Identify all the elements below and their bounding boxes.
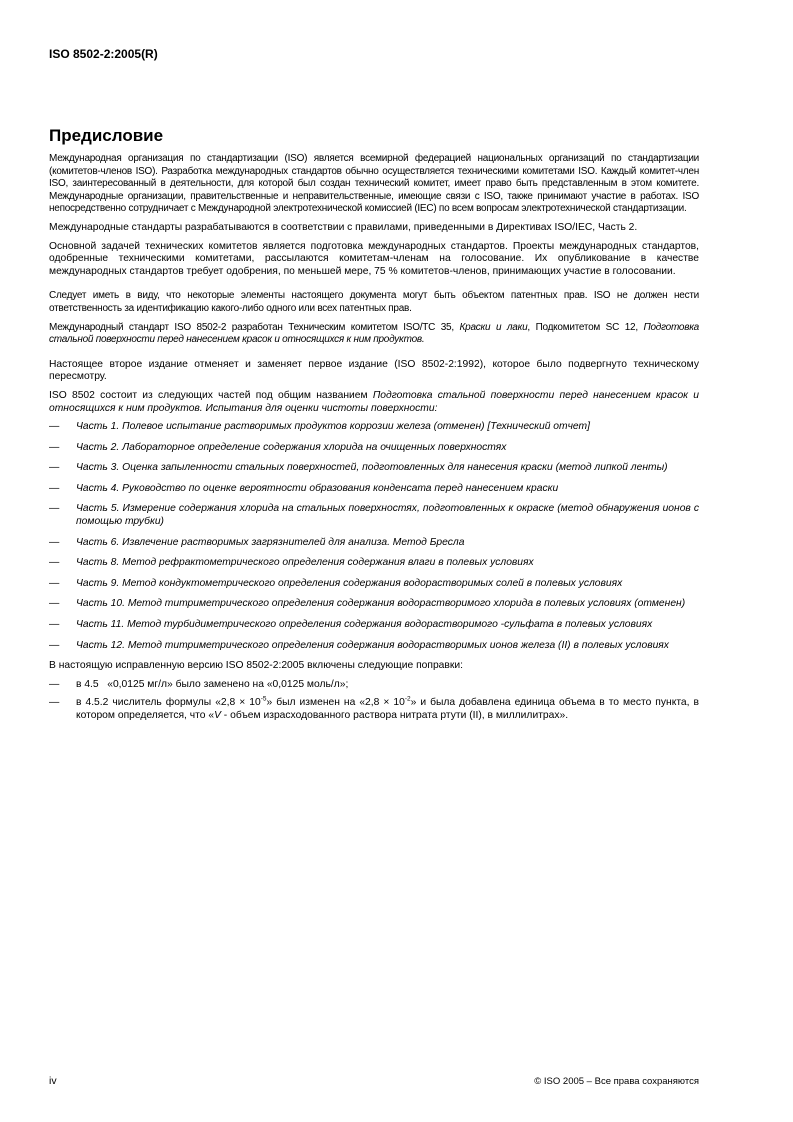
amendment-text-part: - объем израсходованного раствора нитрата ртути (II), в миллилитрах». [220,710,569,721]
list-dash: — [49,678,60,690]
amendment-text-part: » и была добавлена единица объема в то место пункта, в котором определяется, что « [76,697,699,721]
list-dash: — [49,619,60,631]
paragraph-prepared-by [49,322,699,347]
page-title: Предисловие [49,126,164,145]
copyright-notice: © ISO 2005 – Все права сохраняются [534,1076,699,1087]
paragraph-edition: Настоящее второе издание отменяет и заменяет первое издание (ISO 8502-2:1992), которое было подвергнуто техническому пересмотру. [49,358,699,383]
part-title: Часть 4. Руководство по оценке вероятности образования конденсата перед нанесением краски [76,482,559,494]
list-item [49,442,699,455]
parts-list [49,421,699,652]
list-item [49,462,699,475]
list-item [49,421,699,434]
list-item [49,578,699,591]
parts-intro-text: ISO 8502 состоит из следующих частей под общим названием [49,389,373,401]
subcommittee-title: Подготовка стальной поверхности перед нанесением красок и относящихся к ним продуктов. [49,321,699,346]
list-dash: — [49,421,60,433]
amendment-text: в 4.5 «0,0125 мг/л» было заменено на «0,0125 моль/л»; [76,678,349,690]
paragraph-parts-intro [49,390,699,415]
foreword-body [49,153,699,729]
paragraph-patents: Следует иметь в виду, что некоторые элементы настоящего документа могут быть объектом патентных прав. ISO не должен нести ответственность за идентификацию какого-либо одного или всех патентных прав. [49,290,699,314]
paragraph-amendments-intro: В настоящую исправленную версию ISO 8502-2:2005 включены следующие поправки: [49,660,463,672]
list-dash: — [49,577,60,589]
amendment-text-part: в 4.5.2 числитель формулы «2,8 × 10 [76,697,261,709]
list-item [49,537,699,550]
part-title: Часть 3. Оценка запыленности стальных поверхностей, подготовленных для нанесения краски (метод липкой ленты) [76,462,668,474]
list-dash: — [49,482,60,494]
part-title: Часть 12. Метод титриметрического определения содержания водорастворимых ионов железа (II) в полевых условиях [76,639,669,651]
part-title: Часть 11. Метод турбидиметрического определения содержания водорастворимого -сульфата в полевых условиях [76,619,653,631]
part-title: Часть 8. Метод рефрактометрического определения содержания влаги в полевых условиях [76,557,534,569]
part-title: Часть 5. Измерение содержания хлорида на стальных поверхностях, подготовленных к окраске (метод обнаружения ионов с помощью трубки) [76,503,699,528]
page-number: iv [49,1075,57,1087]
amendment-item [49,679,699,692]
list-dash: — [49,536,60,548]
part-title: Часть 2. Лабораторное определение содержания хлорида на очищенных поверхностях [76,441,507,453]
series-title: Подготовка стальной поверхности перед нанесением красок и относящихся к ним продуктов. Испытания для оценки чистоты поверхности: [49,389,699,414]
part-title: Часть 6. Извлечение растворимых загрязнителей для анализа. Метод Бресла [76,536,465,548]
prepared-by-text: Международный стандарт ISO 8502-2 разработан Техническим комитетом ISO/TC 35, [49,321,460,333]
amendment-item [49,697,699,722]
exponent: -2 [404,695,411,703]
list-item [49,640,699,653]
list-item [49,619,699,632]
list-dash: — [49,598,60,610]
list-dash: — [49,503,60,515]
list-dash: — [49,441,60,453]
list-dash: — [49,697,60,709]
prepared-by-text-2: , Подкомитетом SC 12, [527,321,644,333]
part-title: Часть 10. Метод титриметрического определения содержания водорастворимого хлорида в полевых условиях (отменен) [76,598,686,610]
list-item [49,503,699,528]
part-title: Часть 9. Метод кондуктометрического определения содержания водорастворимых солей в полевых условиях [76,577,623,589]
list-item [49,598,699,611]
list-dash: — [49,557,60,569]
amendment-text [76,697,699,722]
list-item [49,557,699,570]
paragraph-iso-intro: Международная организация по стандартизации (ISO) является всемирной федерацией национальных организаций по стандартизации (комитетов-членов ISO). Разработка международных стандартов обычно осуществляется техническими комитетами ISO. Каждый комитет-член ISO, заинтересованный в деятельности, для которой был создан технический комитет, имеет право быть представленным в этом комитете. Международные организации, правительственные и неправительственные, имеющие связи с ISO, также принимают участие в работах. ISO непосредственно сотрудничает с Международной электротехнической комиссией (IEC) по всем вопросам электротехнической стандартизации. [49,153,699,215]
document-code: ISO 8502-2:2005(R) [49,47,158,61]
paragraph-committees: Основной задачей технических комитетов является подготовка международных стандартов. Проекты международных стандартов, одобренные техническими комитетами, рассылаются комитетам-членам на голосование. Их опубликование в качестве международных стандартов требует одобрения, по меньшей мере, 75 % комитетов-членов, принимающих участие в голосовании. [49,240,699,277]
exponent: -5 [260,695,267,703]
list-dash: — [49,462,60,474]
list-dash: — [49,639,60,651]
part-title: Часть 1. Полевое испытание растворимых продуктов коррозии железа (отменен) [Технический отчет] [76,421,590,433]
amendment-text-part: » был изменен на «2,8 × 10 [266,697,405,709]
paragraph-directives: Международные стандарты разрабатываются в соответствии с правилами, приведенными в Директивах ISO/IEC, Часть 2. [49,221,638,233]
variable-v: V [214,710,221,721]
list-item [49,483,699,496]
subcommittee-name: Краски и лаки [459,321,528,333]
